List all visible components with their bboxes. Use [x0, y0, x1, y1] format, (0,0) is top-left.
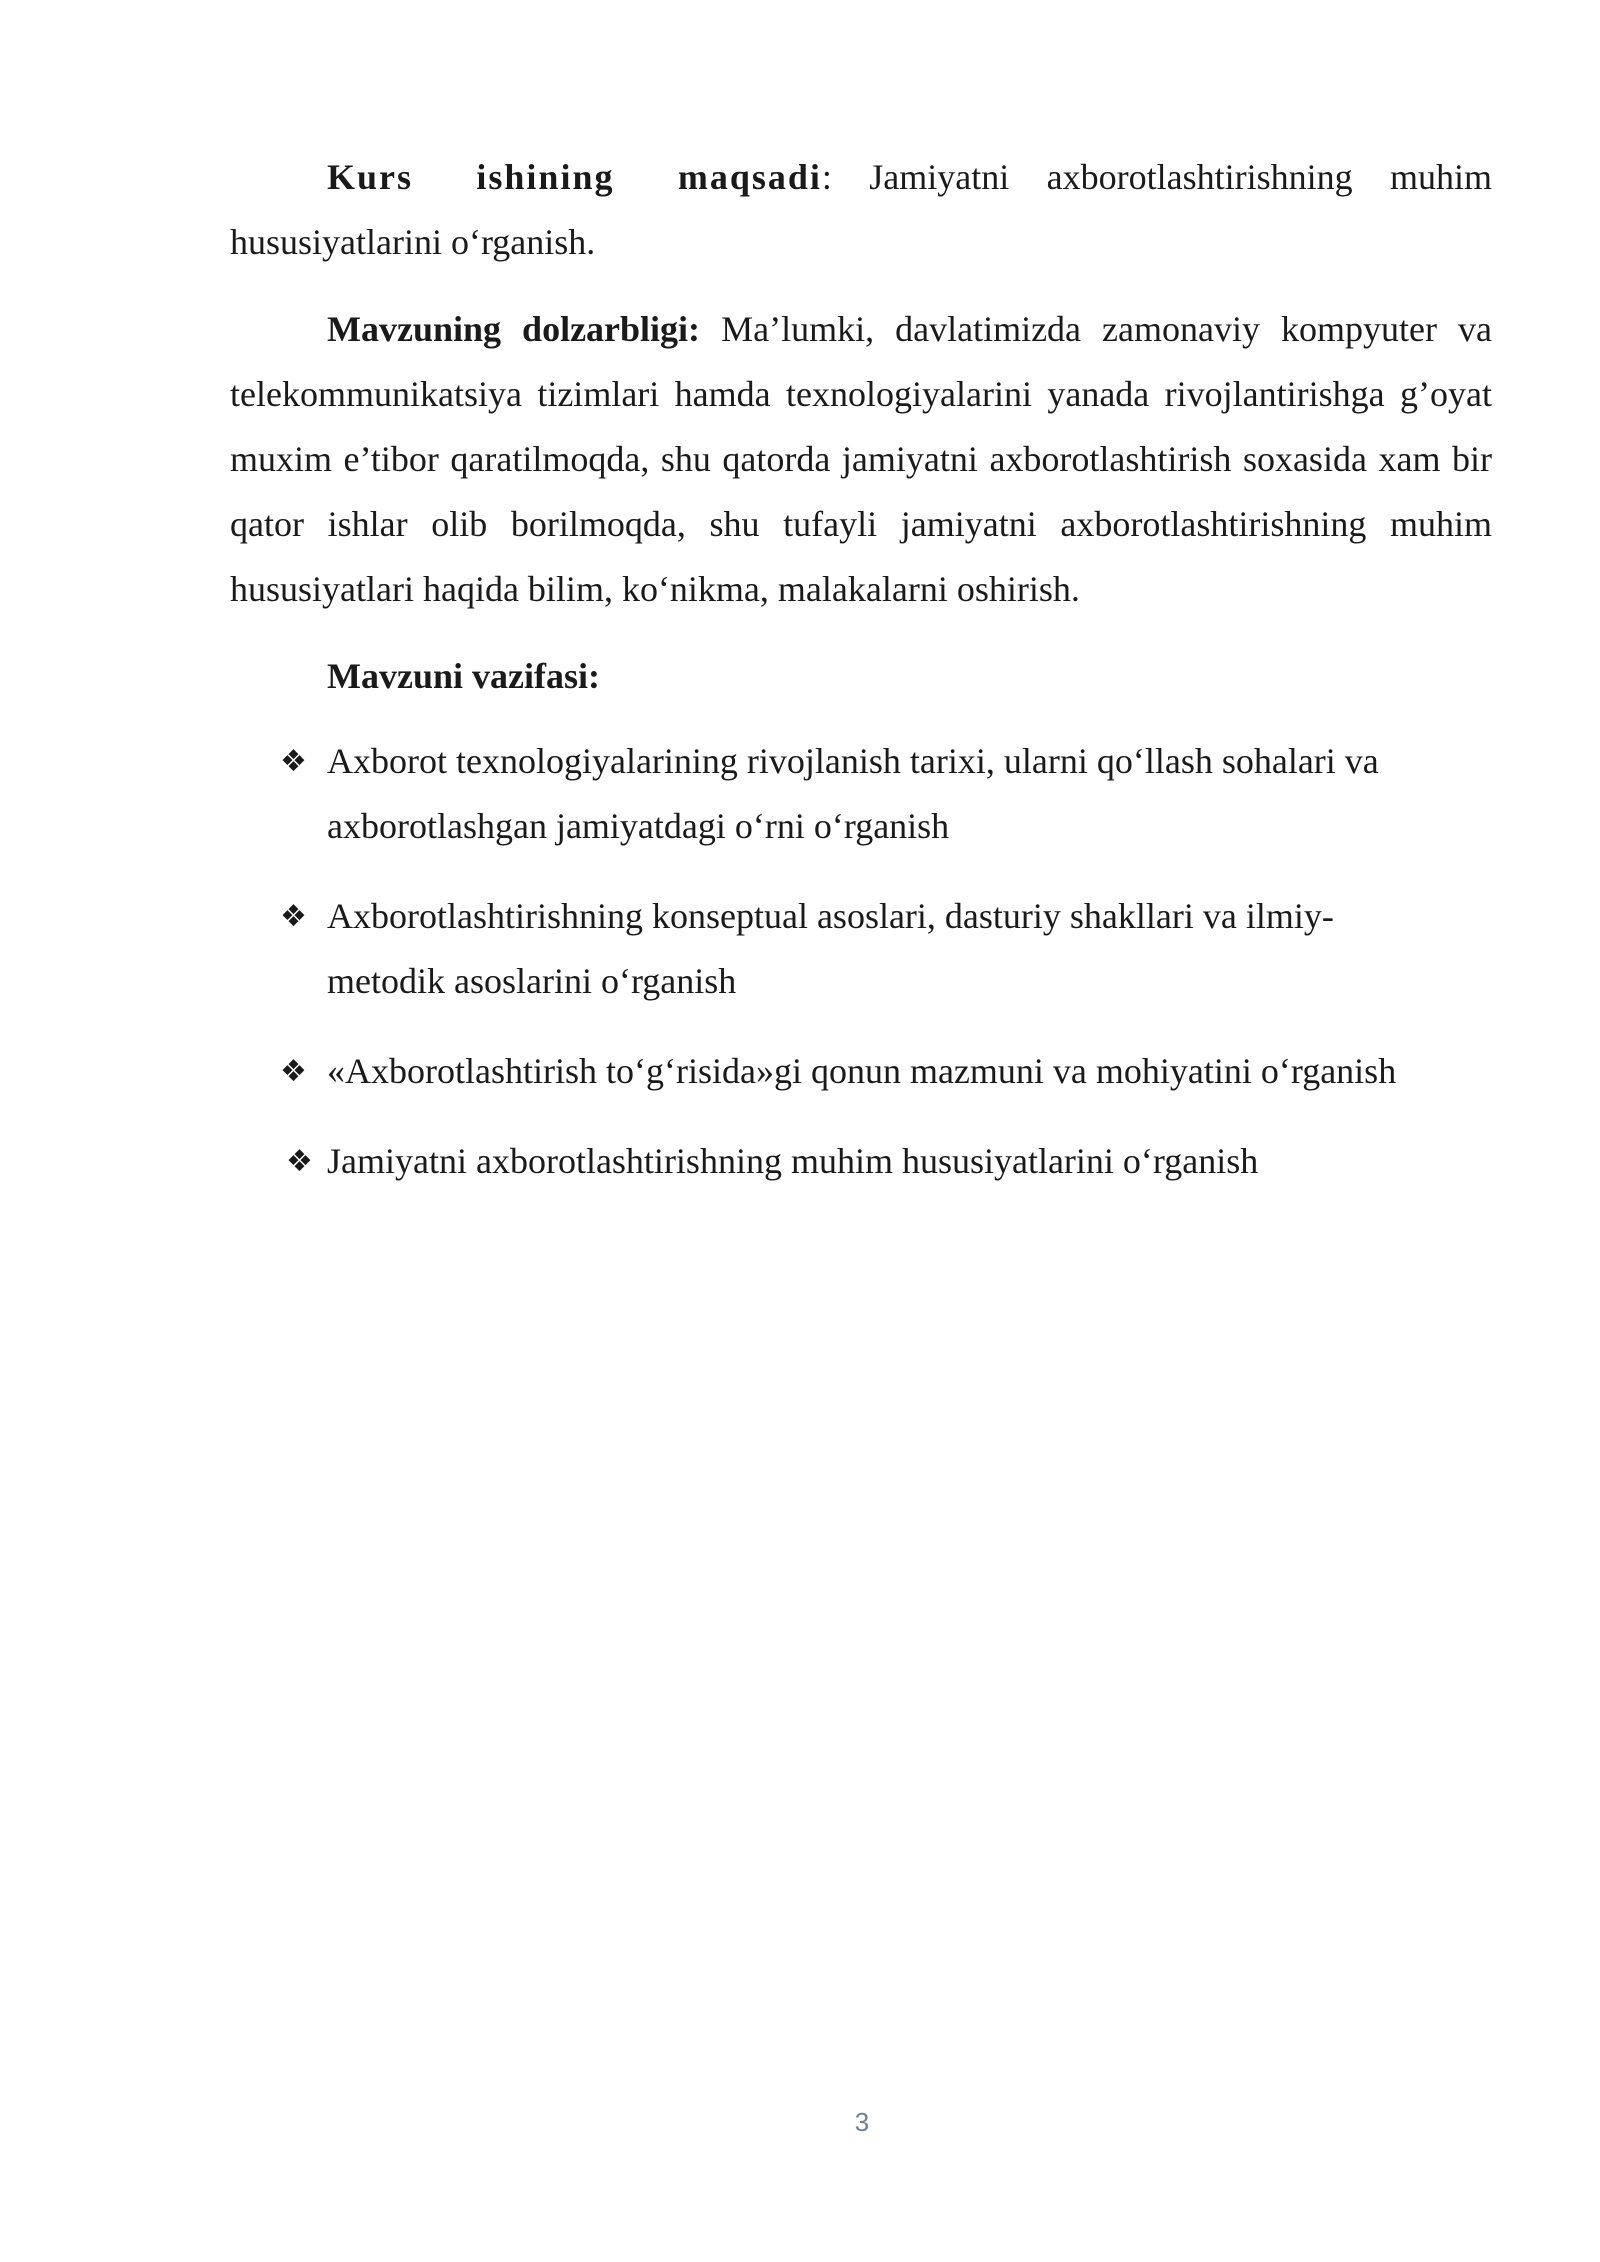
- course-goal-paragraph: [230, 145, 1492, 275]
- task-text: «Axborotlashtirish to‘g‘risida»gi qonun mazmuni va mohiyatini o‘rganish: [327, 1051, 1397, 1091]
- diamond-four-dots-icon: ❖: [280, 899, 307, 934]
- page-number: 3: [854, 2107, 870, 2137]
- task-text: Axborot texnologiyalarining rivojlanish tarixi, ularni qo‘llash sohalari va axborotlashgan jamiyatdagi o‘rni o‘rganish: [327, 741, 1379, 846]
- list-item: [230, 1039, 1397, 1104]
- task-text: Axborotlashtirishning konseptual asoslari, dasturiy shakllari va ilmiy-metodik asoslarini o‘rganish: [327, 896, 1334, 1001]
- tasks-heading: Mavzuni vazifasi:: [327, 656, 600, 696]
- course-goal-separator: :: [821, 157, 832, 197]
- list-item: [230, 884, 1397, 1014]
- relevance-paragraph: [230, 297, 1492, 622]
- list-item: [230, 729, 1397, 859]
- relevance-label: Mavzuning dolzarbligi:: [327, 309, 701, 349]
- diamond-four-dots-icon: ❖: [280, 744, 307, 779]
- page-content: [230, 145, 1492, 1219]
- course-goal-text: Jamiyatni axborotlashtirishning muhim hususiyatlarini o‘rganish.: [230, 157, 1493, 262]
- relevance-text: Ma’lumki, davlatimizda zamonaviy kompyuter va telekommunikatsiya tizimlari hamda texnologiyalarini yanada rivojlantirishga g’oyat muxim e’tibor qaratilmoqda, shu qatorda jamiyatni axborotlashtirish soxasida xam bir qator ishlar olib borilmoqda, shu tufayli jamiyatni axborotlashtirishning muhim hususiyatlari haqida bilim, ko‘nikma, malakalarni oshirish.: [230, 309, 1493, 609]
- diamond-four-dots-icon: ❖: [280, 1054, 307, 1089]
- tasks-list: [230, 729, 1492, 1194]
- list-item: [230, 1129, 1397, 1194]
- diamond-four-dots-icon: ❖: [286, 1144, 313, 1179]
- course-goal-label: Kurs ishining maqsadi: [327, 157, 822, 197]
- task-text: Jamiyatni axborotlashtirishning muhim hususiyatlarini o‘rganish: [327, 1141, 1259, 1181]
